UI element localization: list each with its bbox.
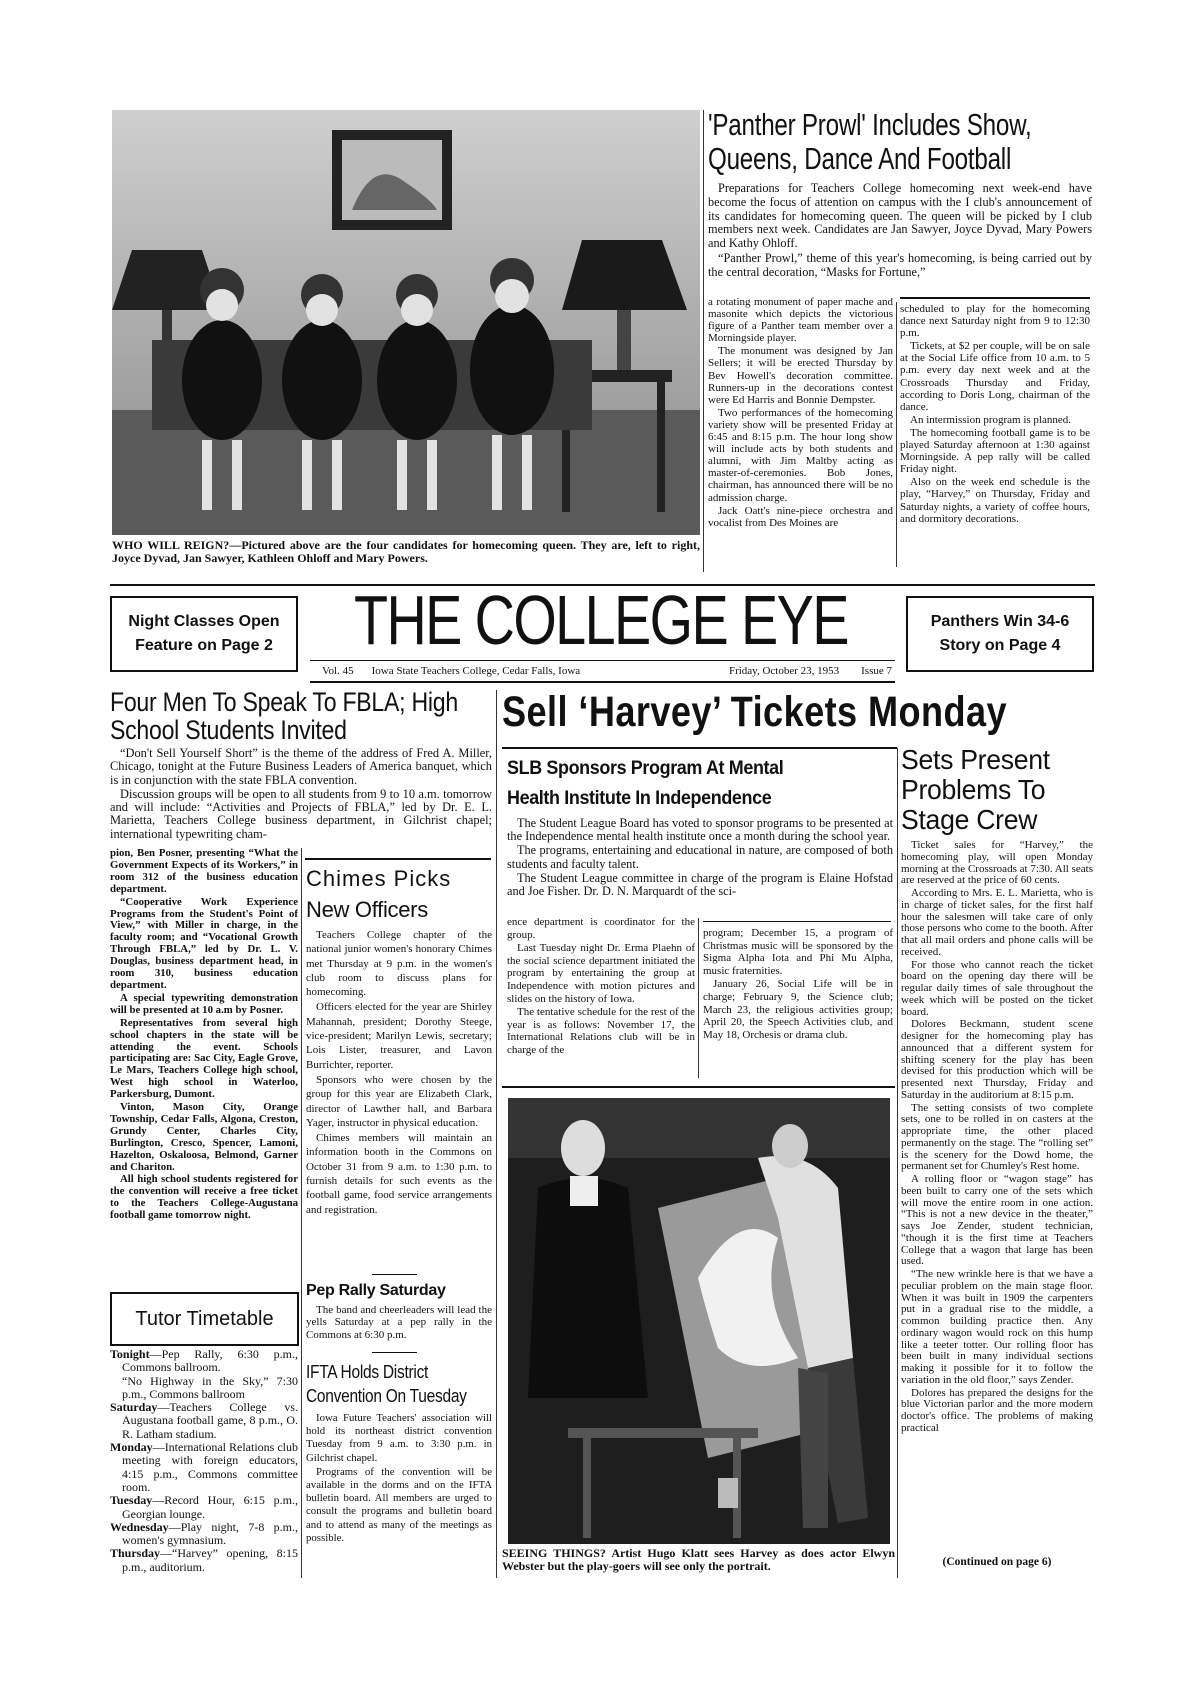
paragraph: Iowa Future Teachers' association will hold its northeast district convention Tuesday from 9 a.m. to 3:30 p.m. in Gilchrist chapel.	[306, 1412, 492, 1464]
paragraph: Sponsors who were chosen by the group for this year are Elizabeth Clark, director of Lawther hall, and Barbara Yager, instructor in physical education.	[306, 1073, 492, 1129]
fbla-headline-wrap	[110, 688, 495, 746]
slb-intro	[507, 817, 893, 915]
masthead-title-wrap	[306, 582, 896, 658]
panther-prowl-column-2	[900, 303, 1090, 567]
timetable-entry	[110, 1401, 298, 1441]
paragraph: Officers elected for the year are Shirley Mahannah, president; Dorothy Steege, vice-president; Marilyn Lewis, secretary; Lois Lister, treasurer, and Lavon Burrichter, reporter.	[306, 1001, 492, 1071]
paragraph: Teachers College chapter of the national junior women's honorary Chimes met Thursday at 9 p.m. in the women's club room to discuss plans for homecoming.	[306, 929, 492, 999]
chimes-body	[306, 928, 492, 1268]
day-label: Thursday	[110, 1546, 161, 1561]
masthead-rule	[310, 660, 895, 661]
paragraph: Jack Oatt's nine-piece orchestra and vocalist from Des Moines are	[708, 504, 893, 529]
headline-line: Health Institute In Independence	[507, 787, 772, 809]
caption-lead: WHO WILL REIGN?	[112, 538, 230, 552]
homecoming-queen-candidates-photo	[112, 110, 700, 535]
teaser-line: Feature on Page 2	[135, 637, 273, 654]
caption-lead: SEEING THINGS?	[502, 1546, 606, 1560]
tutor-timetable-title: Tutor Timetable	[135, 1307, 274, 1330]
paragraph: Programs of the convention will be available in the dorms and on the IFTA bulletin board. All members are urged to consult the programs and bulletin board and to attend as many of the meetings as possible.	[306, 1465, 492, 1544]
entry-text: —Pep Rally, 6:30 p.m., Commons ballroom.	[122, 1347, 298, 1375]
timetable-entry	[110, 1521, 298, 1548]
timetable-entry	[110, 1494, 298, 1521]
institution: Iowa State Teachers College, Cedar Falls, Iowa	[371, 665, 581, 677]
sets-headline: Sets Present Problems To Stage Crew	[901, 744, 1050, 835]
tutor-timetable-box	[110, 1292, 299, 1346]
caption-text: —Pictured above are the four candidates for homecoming queen. They are, left to right, Joyce Dyvad, Jan Sawyer, Kathleen Ohloff and Mary Powers.	[112, 538, 700, 565]
column-divider	[896, 302, 897, 567]
headline-line: IFTA Holds District	[306, 1362, 429, 1382]
volume: Vol. 45	[322, 665, 354, 677]
teaser-line: Story on Page 4	[939, 637, 1061, 654]
day-label: Monday	[110, 1440, 153, 1455]
paragraph: “Cooperative Work Experience Programs from the Student's Point of View,” with Miller in charge, in the faculty room; and “Vocational Growth Through FBLA,” led by Dr. L. V. Douglas, business department head, in room 310, business education department.	[110, 895, 298, 991]
paragraph: Discussion groups will be open to all students from 9 to 10 a.m. tomorrow and will include: “Activities and Projects of FBLA,” led by Dr. E. L. Marietta, Teachers College business department, in Gilchrist chapel; international typewriting cham-	[110, 786, 492, 841]
divider-rule	[900, 297, 1090, 299]
paragraph: Also on the week end schedule is the play, “Harvey,” on Thursday, Friday and Saturday nights, a variety of coffee hours, and dormitory decorations.	[900, 476, 1090, 525]
paragraph: The band and cheerleaders will lead the yells Saturday at a pep rally in the Commons at 6:30 p.m.	[306, 1304, 492, 1341]
paragraph: Representatives from several high school chapters in the state will be attending the event. Schools participating are: Sac City, Eagle Grove, Le Mars, Teachers College high school, West high school in Waterloo, Parkersburg, Dumont.	[110, 1016, 298, 1101]
harvey-tickets-headline-wrap	[502, 690, 1098, 744]
divider-rule	[703, 921, 891, 922]
slb-headline-wrap	[507, 753, 897, 815]
paragraph: Dolores Beckmann, student scene designer for the homecoming play has announced that a different system for shifting scenery for the play has been devised for this production which will be presented next Thursday, Friday and Saturday in the auditorium at 8:15 p.m.	[901, 1018, 1093, 1101]
column-divider	[496, 690, 497, 1578]
tutor-timetable-list	[110, 1348, 298, 1574]
headline-line: SLB Sponsors Program At Mental	[507, 757, 784, 779]
timetable-entry	[110, 1441, 298, 1494]
harvey-photo-caption	[502, 1547, 895, 1573]
day-label: Tonight	[110, 1347, 150, 1361]
fbla-intro	[110, 747, 492, 847]
slb-column-1	[507, 916, 695, 1079]
column-divider	[897, 748, 898, 1578]
paragraph: Last Tuesday night Dr. Erma Plaehn of the social science department initiated the program by entertaining the group at Independence with motion pictures and slides on the history of Iowa.	[507, 942, 695, 1005]
harvey-portrait-photo	[508, 1098, 890, 1544]
fbla-column	[110, 848, 298, 1273]
sets-body	[901, 840, 1093, 1553]
paragraph: The tentative schedule for the rest of the year is as follows: November 17, the International Relations club will be in charge of the	[507, 1006, 695, 1056]
issue-number: Issue 7	[861, 665, 892, 677]
panthers-win-teaser-box[interactable]	[906, 596, 1094, 672]
masthead-title: THE COLLEGE EYE	[353, 581, 848, 659]
ifta-headline-wrap	[306, 1360, 494, 1410]
column-divider	[703, 110, 704, 572]
ifta-headline	[306, 1360, 468, 1408]
paragraph: “The new wrinkle here is that we have a peculiar problem on the main stage floor. When it was built in 1909 the carpenters put in a gradual rise to the middle, a common building practice then. Any ordinary wagon would rock on this hump like a teeter totter. Our rolling floor has been built in many individual sections making it possible for it to follow the variation in the old floor,” says Zender.	[901, 1268, 1093, 1386]
panther-prowl-intro	[708, 182, 1092, 294]
teaser-line: Panthers Win 34-6	[930, 613, 1070, 630]
day-label: Saturday	[110, 1400, 158, 1415]
paragraph: a rotating monument of paper mache and masonite which depicts the victorious figure of a Panther team member over a Morningside player.	[708, 296, 893, 345]
paragraph: The homecoming football game is to be played Saturday afternoon at 1:30 against Morningside. A pep rally will be called Friday night.	[900, 426, 1090, 476]
teaser-line: Night Classes Open	[128, 613, 280, 630]
paragraph: For those who cannot reach the ticket board on the opening day there will be regular daily times of sale throughout the week which will be posted on the ticket board.	[901, 958, 1093, 1018]
slb-column-2	[703, 927, 893, 1079]
paragraph: program; December 15, a program of Christmas music will be sponsored by the Sigma Alpha Iota and Phi Mu Alpha, music fraternities.	[703, 927, 893, 977]
headline-line: Convention On Tuesday	[306, 1386, 467, 1406]
entry-text: “No Highway in the Sky,” 7:30 p.m., Commons ballroom	[122, 1373, 298, 1401]
divider-rule	[372, 1352, 417, 1353]
panther-prowl-column-1	[708, 296, 893, 568]
slb-headline	[507, 753, 866, 813]
paragraph: A special typewriting demonstration will be presented at 10 a.m by Posner.	[110, 991, 298, 1016]
harvey-tickets-headline: Sell ‘Harvey’ Tickets Monday	[502, 688, 1007, 736]
sets-headline-wrap	[901, 745, 1097, 837]
column-divider	[301, 848, 302, 1578]
paragraph: “Don't Sell Yourself Short” is the theme of the address of Fred A. Miller, Chicago, tonight at the Future Business Leaders of America banquet, which is in conjunction with the state FBLA convention.	[110, 747, 492, 787]
issue-date: Friday, October 23, 1953	[728, 665, 840, 677]
masthead-rule	[310, 681, 895, 683]
paragraph: According to Mrs. E. L. Marietta, who is in charge of ticket sales, for the first half hour the salesmen will take care of only those persons who come to the booth. After that all mail orders and phone calls will be received.	[901, 887, 1093, 958]
paragraph: Two performances of the homecoming variety show will be presented Friday at 6:45 and 8:15 p.m. The hour long show will include acts by both students and alumni, with Jim Maltby acting as master-of-ceremonies. Bob Jones, chairman, has announced there will be no admission charge.	[708, 406, 893, 504]
panther-prowl-headline: 'Panther Prowl' Includes Show, Queens, Dance And Football	[708, 107, 1032, 176]
entry-text: —Teachers College vs. Augustana football game, 8 p.m., O. R. Latham stadium.	[122, 1400, 298, 1441]
timetable-entry	[110, 1375, 298, 1402]
paragraph: All high school students registered for the convention will receive a free ticket to the Teachers College-Augustana football game tomorrow night.	[110, 1173, 298, 1222]
paragraph: The programs, entertaining and educational in nature, are composed of both students and faculty talent.	[507, 843, 893, 871]
timetable-entry	[110, 1348, 298, 1375]
panther-prowl-headline-wrap	[708, 108, 1100, 180]
photo-image	[508, 1098, 890, 1544]
column-divider	[698, 918, 699, 1078]
headline-line: Chimes Picks	[306, 866, 452, 891]
paragraph: Preparations for Teachers College homecoming next week-end have become the focus of attention on campus with the I club's announcement of its candidates for homecoming queen. The queen will be picked by I club members next week. Candidates are Jan Sawyer, Joyce Dyvad, Mary Powers and Kathy Ohloff.	[708, 182, 1092, 251]
paragraph: Tickets, at $2 per couple, will be on sale at the Social Life office from 10 a.m. to 5 p.m. every day next week and at the Crossroads Thursday and Friday, according to Doris Long, chairman of the dance.	[900, 340, 1090, 413]
pep-rally-body	[306, 1304, 492, 1344]
fbla-headline: Four Men To Speak To FBLA; High School Students Invited	[110, 687, 458, 745]
entry-text: —“Harvey” opening, 8:15 p.m., auditorium.	[122, 1546, 298, 1574]
paragraph: Chimes members will maintain an information booth in the Commons on October 31 from 9 a.m. to 1:30 p.m. to furnish details for such events as the football game, food service arrangements and registration.	[306, 1132, 492, 1216]
divider-rule	[305, 858, 491, 860]
day-label: Wednesday	[110, 1519, 169, 1534]
paragraph: ence department is coordinator for the group.	[507, 916, 695, 941]
paragraph: The Student League Board has voted to sponsor programs to be presented at the Independence mental health institute once a month during the school year.	[507, 817, 893, 844]
divider-rule	[502, 1086, 895, 1088]
paragraph: Dolores has prepared the designs for the blue Victorian parlor and the more modern doctor's office. The problems of making practical	[901, 1386, 1093, 1434]
paragraph: An intermission program is planned.	[910, 413, 1072, 426]
entry-text: —Record Hour, 6:15 p.m., Georgian lounge.	[122, 1493, 298, 1521]
divider-rule	[502, 747, 897, 749]
photo-image	[112, 110, 700, 535]
caption-text: Artist Hugo Klatt sees Harvey as does actor Elwyn Webster but the play-goers will see only the portrait.	[502, 1546, 896, 1573]
paragraph: “Panther Prowl,” theme of this year's homecoming, is being carried out by the central decoration, “Masks for Fortune,”	[708, 250, 1092, 279]
paragraph: Vinton, Mason City, Orange Township, Cedar Falls, Algona, Creston, Grundy Center, Charles City, Burlington, Cresco, Spencer, Lamoni, Hazelton, Oskaloosa, Belmond, Garner and Chariton.	[110, 1101, 298, 1173]
paragraph: pion, Ben Posner, presenting “What the Government Expects of its Workers,” in room 312 of the business education department.	[110, 848, 298, 895]
paragraph: The setting consists of two complete sets, one to be rolled in on casters at the appropriate time, the other placed permanently on the stage. The “rolling set” is the scenery for the Dowd home, the permanent set for Chumley's Rest home.	[901, 1101, 1093, 1173]
timetable-entry	[110, 1547, 298, 1574]
paragraph: The Student League committee in charge of the program is Elaine Hofstad and Joe Fisher. Dr. D. N. Marquardt of the sci-	[507, 870, 893, 899]
paragraph: January 26, Social Life will be in charge; February 9, the Science club; March 23, the religious activities group; April 20, the Speech Activities club, and May 18, Orchesis or drama club.	[703, 978, 893, 1041]
chimes-headline	[306, 863, 492, 925]
headline-line: New Officers	[306, 897, 428, 922]
ifta-body	[306, 1412, 492, 1572]
entry-text: —Play night, 7-8 p.m., women's gymnasium.	[122, 1519, 298, 1548]
night-classes-teaser-box[interactable]	[110, 596, 298, 672]
top-photo-caption	[112, 539, 700, 565]
divider-rule	[372, 1274, 417, 1275]
pep-rally-headline: Pep Rally Saturday	[306, 1282, 446, 1299]
masthead-info-line	[322, 664, 892, 678]
paragraph: A rolling floor or “wagon stage” has been built to carry one of the sets which will move the entire room in one action. “This is not a new device in the theater,” says Joe Zender, student technician, “though it is the first time at Teachers College that a wagon that large has been used.	[901, 1173, 1093, 1268]
entry-text: —International Relations club meeting with foreign educators, 4:15 p.m., Commons committee room.	[122, 1440, 298, 1494]
paragraph: scheduled to play for the homecoming dance next Saturday night from 9 to 12:30 p.m.	[900, 303, 1090, 340]
paragraph: Ticket sales for “Harvey,” the homecoming play, will open Monday morning at the Crossroads at 7:30. All seats are reserved at the price of 60 cents.	[901, 840, 1093, 887]
paragraph: The monument was designed by Jan Sellers; it will be erected Thursday by Bev Howell's decoration committee. Runners-up in the decorations contest were Ed Harris and Bonnie Dempster.	[708, 345, 893, 406]
day-label: Tuesday	[110, 1493, 153, 1508]
continued-notice: (Continued on page 6)	[942, 1556, 1052, 1568]
